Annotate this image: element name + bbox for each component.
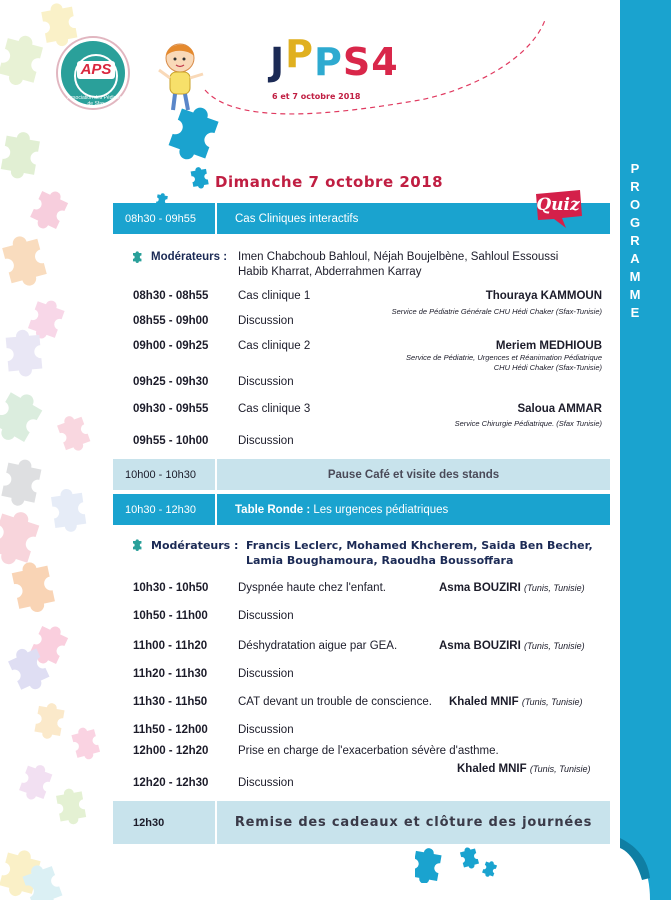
title-letter-4: S xyxy=(342,40,372,84)
footer-puzzle-decoration xyxy=(415,843,515,883)
ribbon-letter: M xyxy=(629,269,641,284)
quiz-label: Quiz xyxy=(536,195,580,215)
row-topic: Déshydratation aigue par GEA. xyxy=(238,640,398,652)
child-illustration xyxy=(155,40,210,115)
title-letter-5: 4 xyxy=(371,40,399,84)
session2-title-rest: Les urgences pédiatriques xyxy=(310,503,449,516)
row-time: 11h30 - 11h50 xyxy=(133,696,208,708)
row-topic: Cas clinique 3 xyxy=(238,403,311,415)
speaker-name: Khaled MNIF xyxy=(457,763,527,775)
title-letter-1: J xyxy=(270,40,286,84)
session2-title xyxy=(235,494,448,525)
speaker-place: (Tunis, Tunisie) xyxy=(524,641,585,651)
speaker-name: Khaled MNIF xyxy=(449,696,519,708)
row-topic: Dyspnée haute chez l'enfant. xyxy=(238,582,386,594)
row-time: 10h50 - 11h00 xyxy=(133,610,208,622)
row-time: 11h50 - 12h00 xyxy=(133,724,208,736)
logo-mark: APS xyxy=(77,61,115,79)
right-ribbon xyxy=(620,0,671,900)
moderators-names-line1: Imen Chabchoub Bahloul, Néjah Boujelbène, Sahloul Essoussi xyxy=(238,251,559,263)
row-topic: Cas clinique 2 xyxy=(238,340,311,352)
row-time: 10h30 - 10h50 xyxy=(133,582,209,594)
closing-bar xyxy=(113,801,610,844)
row-topic: Discussion xyxy=(238,668,294,680)
session2-title-bold: Table Ronde : xyxy=(235,503,311,516)
ribbon-letter: M xyxy=(629,287,641,302)
association-logo xyxy=(58,38,128,108)
row-topic: Discussion xyxy=(238,777,294,789)
row-topic: Discussion xyxy=(238,376,294,388)
row-speaker xyxy=(449,695,583,709)
closing-time: 12h30 xyxy=(113,801,215,844)
row-time: 11h20 - 11h30 xyxy=(133,668,208,680)
row-topic: Prise en charge de l'exacerbation sévère d'asthme. xyxy=(238,745,499,757)
moderators-names-line1: Francis Leclerc, Mohamed Khcherem, Saida Ben Becher, xyxy=(246,539,593,552)
speaker-affiliation: Service de Pédiatrie, Urgences et Réanimation Pédiatrique xyxy=(406,353,602,362)
speaker-affiliation: Service Chirurgie Pédiatrique. (Sfax Tunisie) xyxy=(454,419,602,428)
event-dates: 6 et 7 octobre 2018 xyxy=(272,92,361,101)
row-topic: Discussion xyxy=(238,435,294,447)
day-heading: Dimanche 7 octobre 2018 xyxy=(215,173,444,191)
row-speaker: Meriem MEDHIOUB xyxy=(495,340,602,352)
speaker-affiliation: Service de Pédiatrie Générale CHU Hédi Chaker (Sfax-Tunisie) xyxy=(391,307,602,316)
moderators-label: Modérateurs : xyxy=(151,539,239,552)
pause-bar xyxy=(113,459,610,490)
closing-title: Remise des cadeaux et clôture des journées xyxy=(217,801,610,844)
program-schedule xyxy=(113,203,610,846)
row-time: 09h55 - 10h00 xyxy=(133,435,209,447)
ribbon-letter: A xyxy=(630,251,640,266)
row-speaker xyxy=(457,762,591,776)
moderators-label: Modérateurs : xyxy=(151,251,228,263)
pause-time: 10h00 - 10h30 xyxy=(113,459,215,490)
ribbon-programme-label xyxy=(627,160,643,322)
row-time: 08h55 - 09h00 xyxy=(133,315,209,327)
row-topic: Cas clinique 1 xyxy=(238,290,311,302)
speaker-place: (Tunis, Tunisie) xyxy=(529,764,591,774)
moderators-names-line2: Lamia Boughamoura, Raoudha Boussoffara xyxy=(246,554,514,567)
speaker-affiliation: CHU Hédi Chaker (Sfax-Tunisie) xyxy=(493,363,602,372)
session2-time: 10h30 - 12h30 xyxy=(125,503,196,516)
ribbon-letter: R xyxy=(630,233,640,248)
row-speaker: Thouraya KAMMOUN xyxy=(485,290,602,302)
row-speaker: Saloua AMMAR xyxy=(517,403,602,415)
row-topic: Discussion xyxy=(238,610,294,622)
speaker-name: Asma BOUZIRI xyxy=(439,640,521,652)
logo-ring-text: Association des Pédiatres de Sfax xyxy=(67,95,125,107)
row-time: 09h00 - 09h25 xyxy=(133,340,209,352)
row-time: 08h30 - 08h55 xyxy=(133,290,209,302)
title-letter-2: P xyxy=(285,32,314,76)
row-speaker xyxy=(439,581,585,595)
pause-title: Pause Café et visite des stands xyxy=(217,459,610,490)
speaker-name: Asma BOUZIRI xyxy=(439,582,521,594)
quiz-badge xyxy=(532,190,584,228)
session2-header-bar xyxy=(113,494,610,525)
row-topic: CAT devant un trouble de conscience. xyxy=(238,696,432,708)
session1-title: Cas Cliniques interactifs xyxy=(235,212,359,225)
session1-time: 08h30 - 09h55 xyxy=(125,212,196,225)
speaker-place: (Tunis, Tunisie) xyxy=(521,697,583,707)
puzzle-bullet-icon xyxy=(133,251,146,264)
bar-divider xyxy=(215,494,217,525)
ribbon-letter: E xyxy=(630,305,640,320)
row-speaker xyxy=(439,639,585,653)
row-time: 12h20 - 12h30 xyxy=(133,777,209,789)
ribbon-letter: R xyxy=(630,179,640,194)
row-topic: Discussion xyxy=(238,315,294,327)
row-time: 12h00 - 12h20 xyxy=(133,745,209,757)
puzzle-bullet-icon xyxy=(133,539,146,552)
row-topic: Discussion xyxy=(238,724,294,736)
title-letter-3: P xyxy=(314,40,343,84)
speaker-place: (Tunis, Tunisie) xyxy=(524,583,585,593)
row-time: 09h25 - 09h30 xyxy=(133,376,209,388)
ribbon-letter: O xyxy=(629,197,641,212)
bar-divider xyxy=(215,203,217,234)
moderators-names-line2: Habib Kharrat, Abderrahmen Karray xyxy=(238,266,422,278)
row-time: 09h30 - 09h55 xyxy=(133,403,209,415)
row-time: 11h00 - 11h20 xyxy=(133,640,208,652)
ribbon-letter: G xyxy=(629,215,641,230)
event-title xyxy=(270,32,399,84)
ribbon-letter: P xyxy=(630,161,640,176)
